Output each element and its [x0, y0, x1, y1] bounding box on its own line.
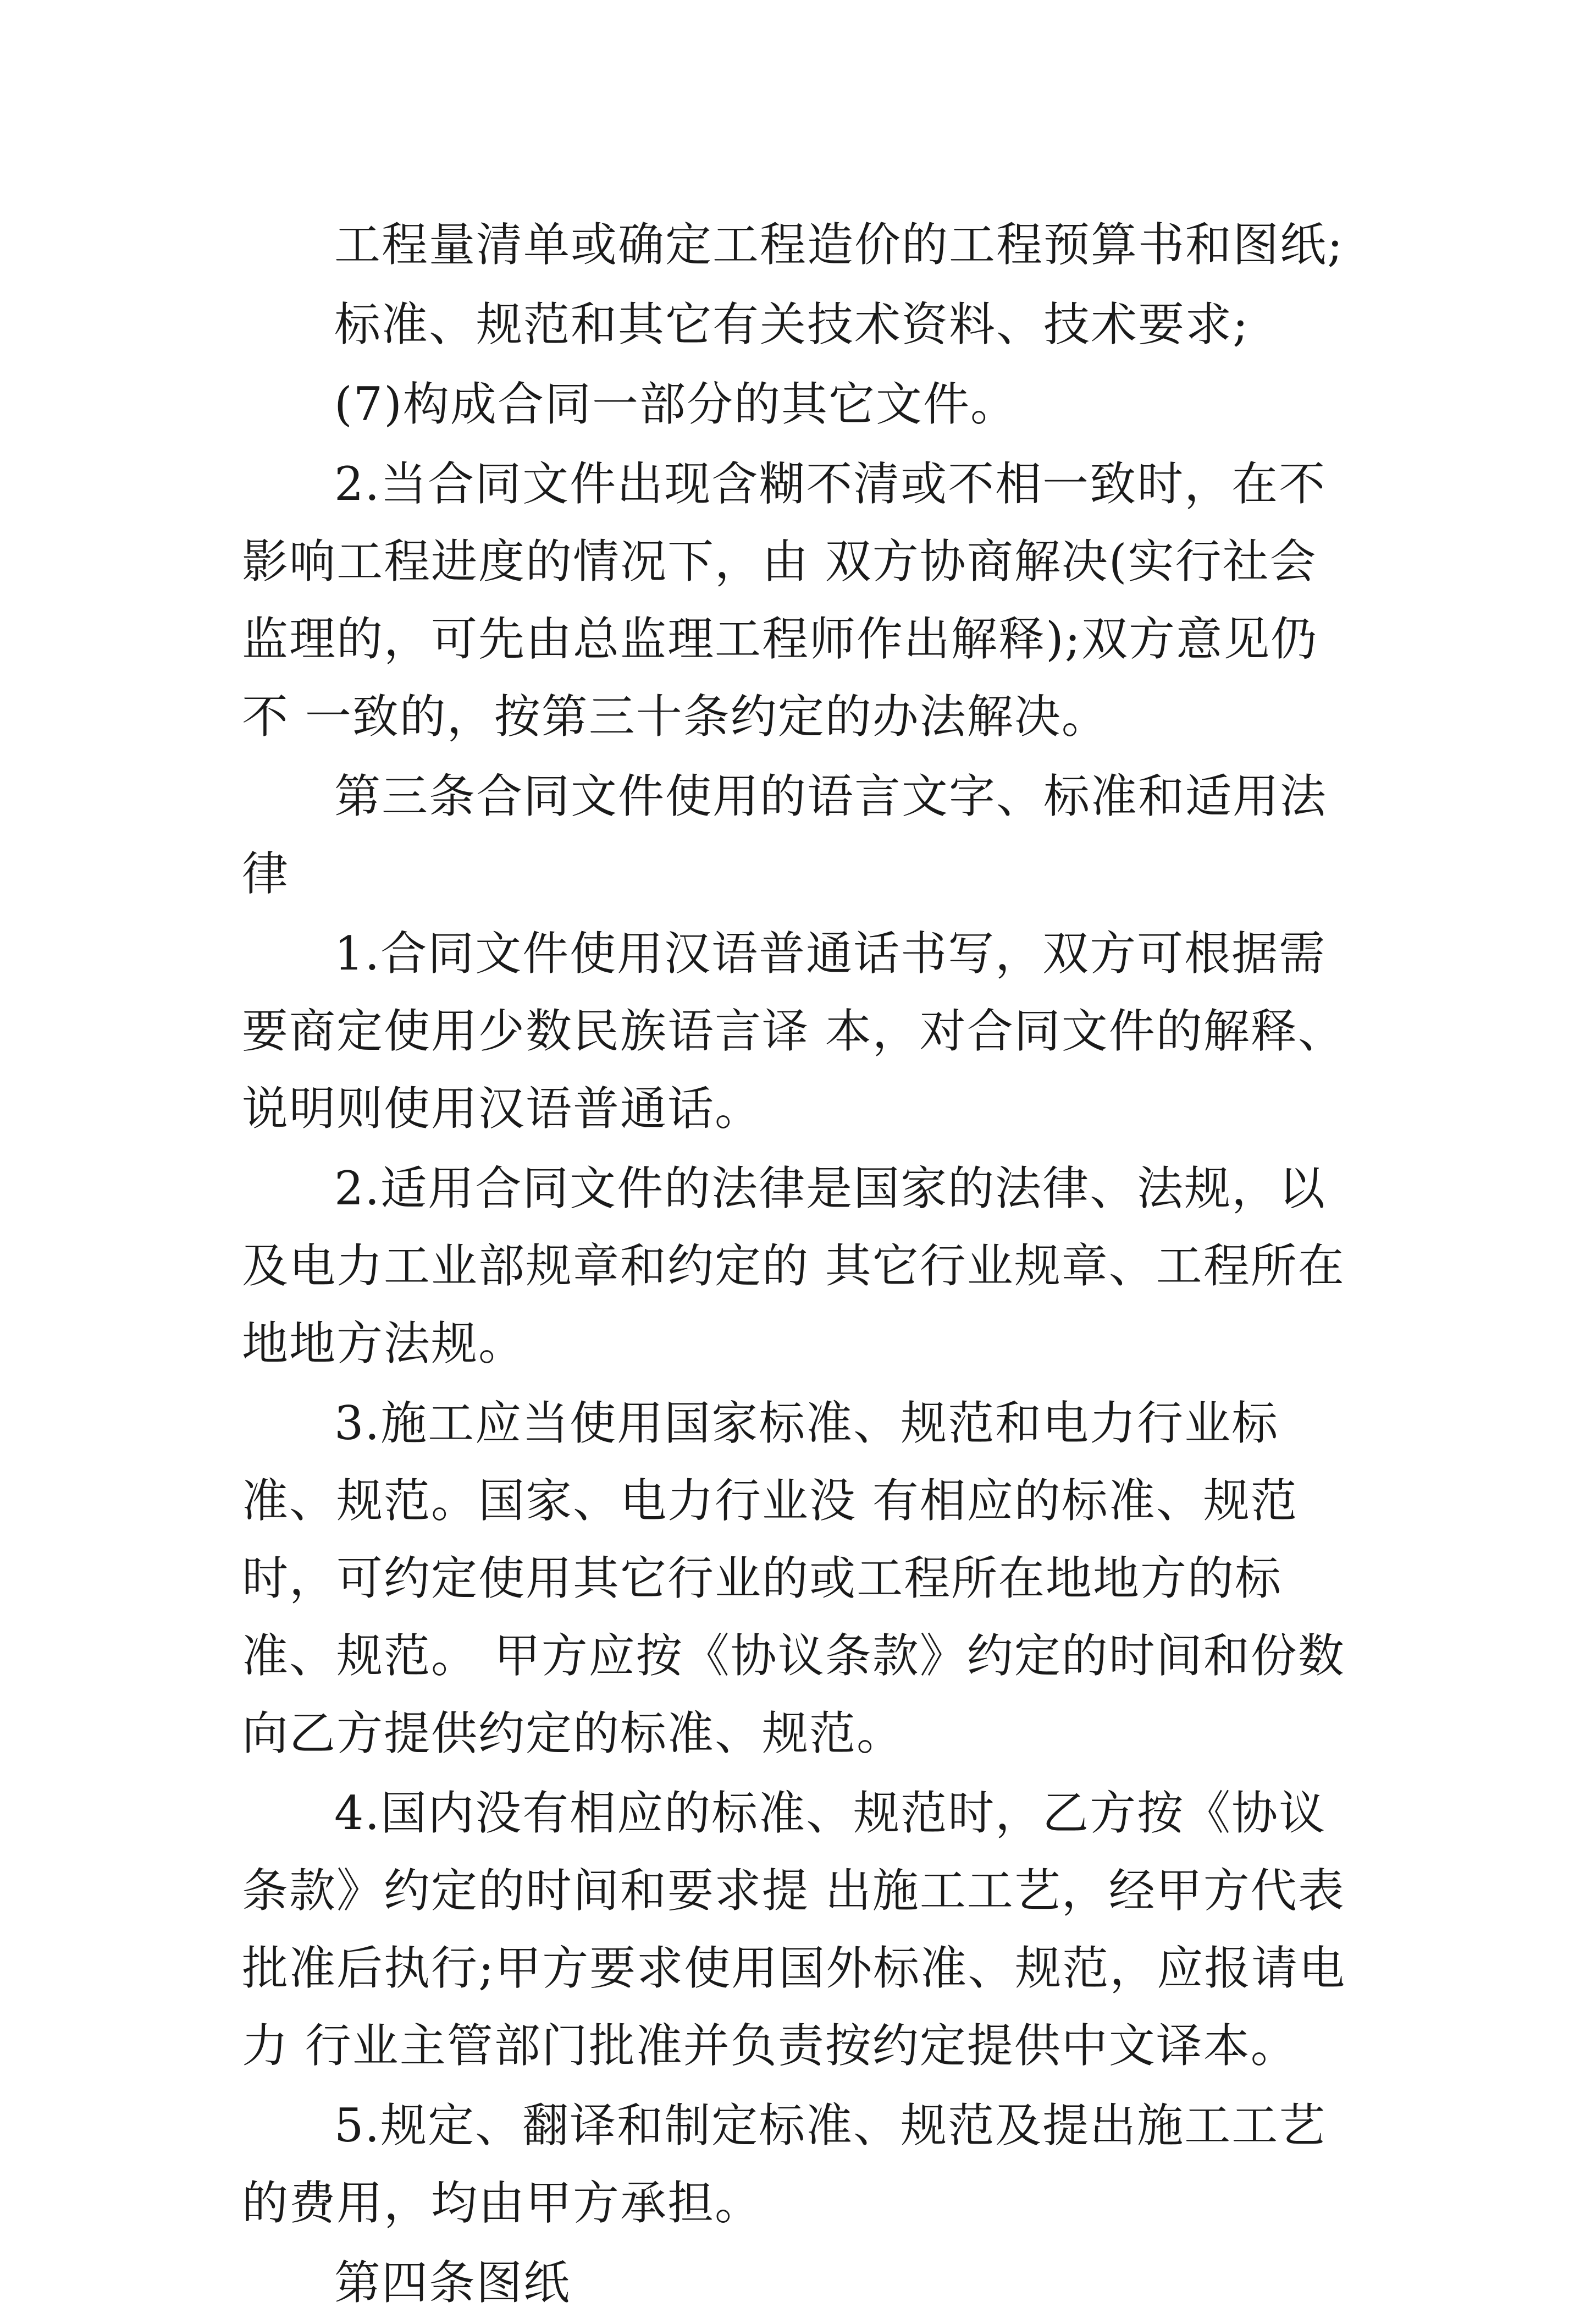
- document-body: [242, 206, 1352, 2324]
- section-heading-article-3: 第三条合同文件使用的语言文字、标准和适用法律: [242, 769, 1328, 901]
- paragraph-ambiguity-resolution: 2.当合同文件出现含糊不清或不相一致时，在不影响工程进度的情况下，由 双方协商解决(实行社会监理的，可先由总监理工程师作出解释);双方意见仍不 一致的，按第三十条约定的办法解决。: [242, 457, 1327, 744]
- paragraph-standards-specs: 标准、规范和其它有关技术资料、技术要求;: [334, 298, 1250, 351]
- paragraph-costs: 5.规定、翻译和制定标准、规范及提出施工工艺的费用，均由甲方承担。: [242, 2099, 1327, 2230]
- paragraph-applicable-law: 2.适用合同文件的法律是国家的法律、法规，以及电力工业部规章和约定的 其它行业规章、工程所在地地方法规。: [242, 1161, 1345, 1370]
- paragraph-national-standards: 3.施工应当使用国家标准、规范和电力行业标准、规范。国家、电力行业没 有相应的标准、规范时，可约定使用其它行业的或工程所在地地方的标准、规范。 甲方应按《协议条款》约定的时间和份数向乙方提供约定的标准、规范。: [242, 1396, 1345, 1760]
- paragraph-other-documents: (7)构成合同一部分的其它文件。: [334, 377, 1018, 431]
- paragraph-bill-of-quantities: 工程量清单或确定工程造价的工程预算书和图纸;: [334, 218, 1344, 272]
- paragraph-foreign-standards: 4.国内没有相应的标准、规范时，乙方按《协议条款》约定的时间和要求提 出施工工艺，经甲方代表批准后执行;甲方要求使用国外标准、规范，应报请电力 行业主管部门批准并负责按约定提供中文译本。: [242, 1786, 1346, 2073]
- paragraph-language: 1.合同文件使用汉语普通话书写，双方可根据需要商定使用少数民族语言译 本，对合同文件的解释、说明则使用汉语普通话。: [242, 927, 1345, 1136]
- section-heading-article-4: 第四条图纸: [334, 2256, 571, 2310]
